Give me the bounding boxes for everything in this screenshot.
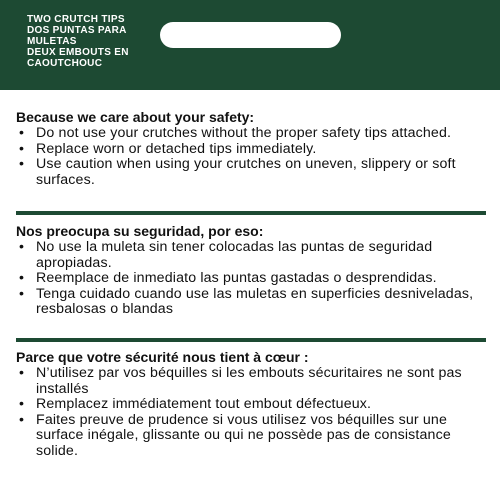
safety-list (16, 366, 486, 459)
list-item: • N’utilisez par vos béquilles si les embouts sécuritaires ne sont pas installés (19, 365, 462, 397)
bullet-icon: • (19, 140, 25, 157)
bullet-icon: • (19, 125, 25, 141)
section-heading: Because we care about your safety: (16, 109, 255, 125)
bullet-icon: • (19, 396, 25, 412)
list-item: • Reemplace de inmediato las puntas gastadas o desprendidas. (19, 270, 437, 286)
product-title (27, 14, 129, 69)
title-line-fr-2: CAOUTCHOUC (27, 58, 103, 69)
title-line-es-1: DOS PUNTAS PARA (27, 25, 127, 36)
list-item: • Do not use your crutches without the proper safety tips attached. (19, 125, 452, 141)
title-line-en: TWO CRUTCH TIPS (27, 14, 125, 25)
list-item: • Replace worn or detached tips immediately. (19, 140, 317, 157)
header-band (0, 0, 500, 90)
divider-rule (16, 338, 486, 342)
safety-list (16, 126, 486, 188)
title-line-fr-1: DEUX EMBOUTS EN (27, 47, 129, 58)
hang-hole (160, 22, 341, 48)
list-item: • Use caution when using your crutches on uneven, slippery or soft surfaces. (19, 156, 456, 188)
section-heading: Parce que votre sécurité nous tient à cœur : (16, 349, 309, 365)
bullet-icon: • (19, 411, 25, 428)
bullet-icon: • (19, 285, 25, 302)
bullet-icon: • (19, 365, 25, 381)
bullet-icon: • (19, 239, 25, 255)
list-item: • Faites preuve de prudence si vous utilisez vos béquilles sur une surface inégale, glissante ou qui ne possède pas de consistance solide. (19, 411, 451, 459)
bullet-icon: • (19, 270, 25, 286)
list-item: • Tenga cuidado cuando use las muletas en superficies desniveladas, resbalosas o blandas (19, 285, 474, 317)
bullet-icon: • (19, 156, 25, 172)
list-item: • Remplacez immédiatement tout embout défectueux. (19, 396, 372, 412)
divider-rule (16, 211, 486, 215)
safety-list (16, 240, 486, 318)
section-heading: Nos preocupa su seguridad, por eso: (16, 223, 264, 239)
safety-section-english (16, 109, 486, 188)
title-line-es-2: MULETAS (27, 36, 77, 47)
safety-section-spanish (16, 223, 486, 318)
safety-section-french (16, 349, 486, 459)
list-item: • No use la muleta sin tener colocadas las puntas de seguridad apropiadas. (19, 239, 433, 271)
